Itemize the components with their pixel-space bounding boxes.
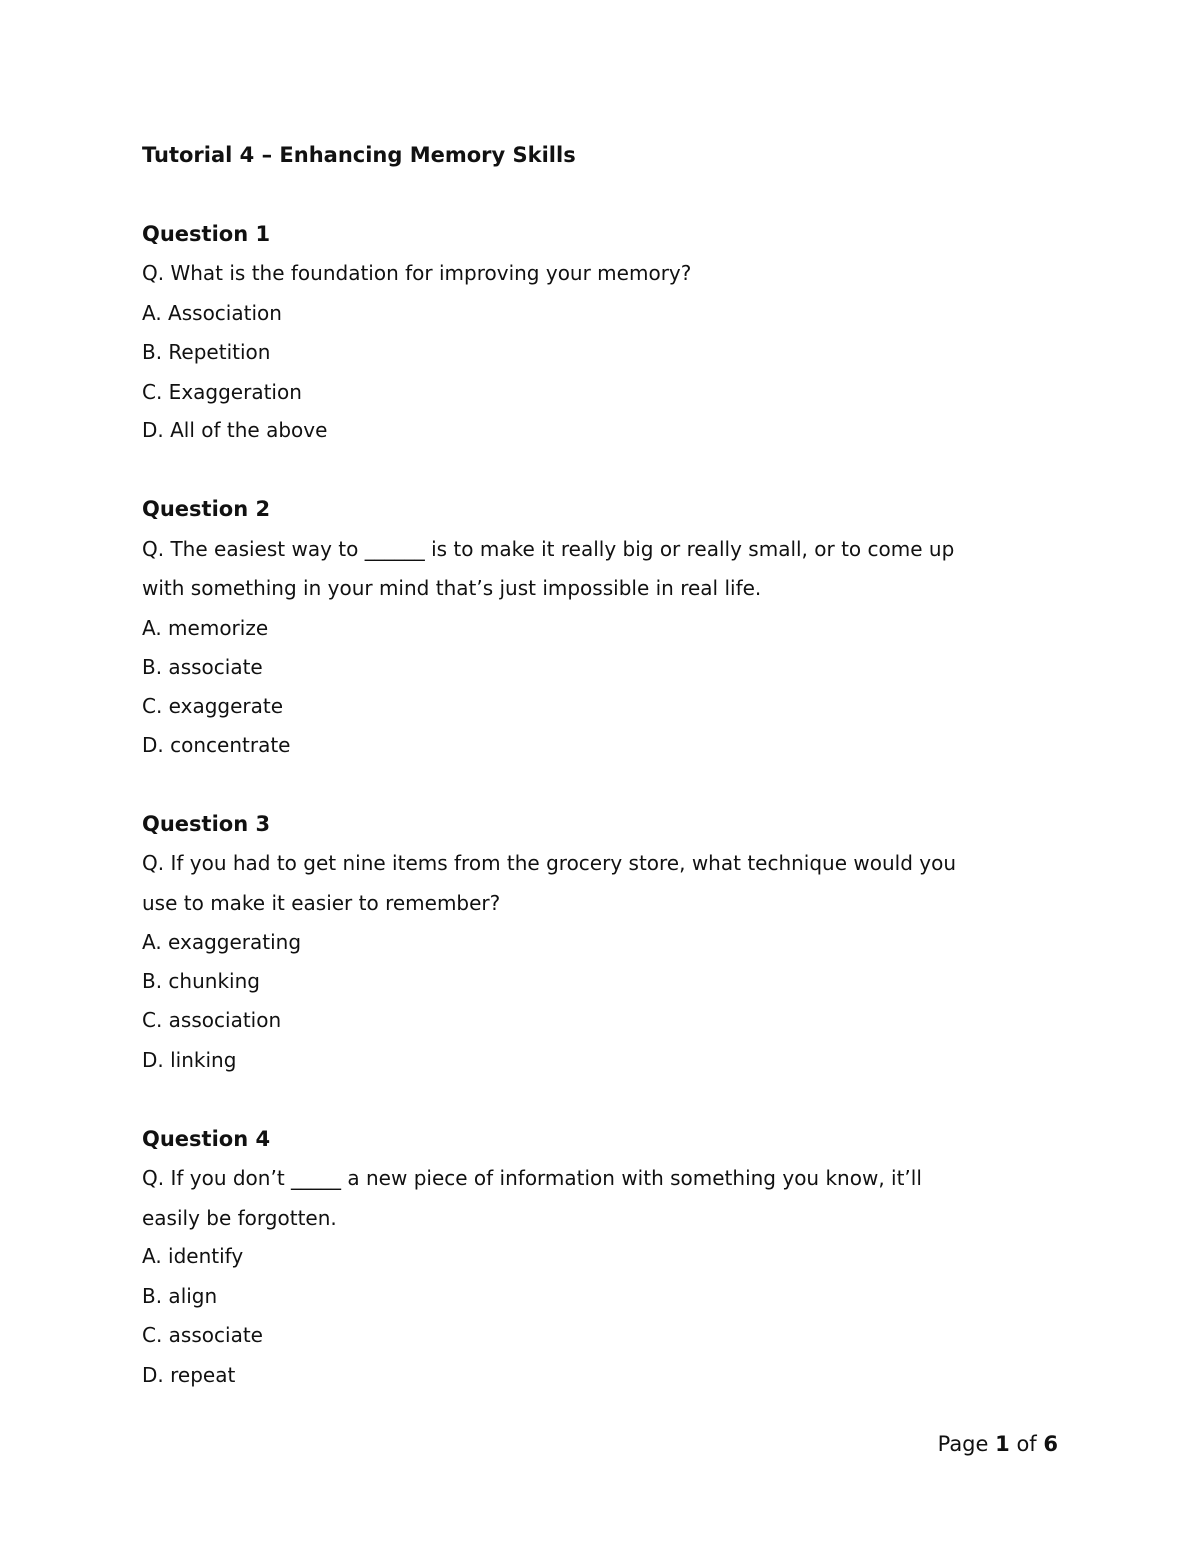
question-4-option-c: C. associate [142, 1323, 263, 1347]
question-1-text: Q. What is the foundation for improving your memory? [142, 261, 692, 285]
question-4-text-line-1: Q. If you don’t _____ a new piece of information with something you know, it’ll [142, 1166, 922, 1190]
question-2-heading: Question 2 [142, 497, 271, 521]
question-4-text-line-2: easily be forgotten. [142, 1206, 337, 1230]
page-word: Page [937, 1432, 989, 1456]
current-page-number: 1 [995, 1432, 1010, 1456]
question-2-option-c: C. exaggerate [142, 694, 284, 718]
question-3-text-line-2: use to make it easier to remember? [142, 891, 501, 915]
question-1-option-a: A. Association [142, 301, 282, 325]
of-word: of [1016, 1432, 1037, 1456]
question-1-option-b: B. Repetition [142, 340, 271, 364]
page-number-footer [938, 1430, 1058, 1458]
question-1-heading: Question 1 [142, 222, 271, 246]
question-4-heading: Question 4 [142, 1127, 271, 1151]
question-3-option-a: A. exaggerating [142, 930, 302, 954]
question-3-heading: Question 3 [142, 812, 271, 836]
total-pages-number: 6 [1043, 1432, 1058, 1456]
question-3-option-d: D. linking [142, 1048, 237, 1072]
question-1-option-c: C. Exaggeration [142, 380, 302, 404]
question-2-option-d: D. concentrate [142, 733, 291, 757]
question-4-option-a: A. identify [142, 1244, 244, 1268]
question-2-option-a: A. memorize [142, 616, 269, 640]
question-3-text-line-1: Q. If you had to get nine items from the grocery store, what technique would you [142, 851, 957, 875]
question-2-text-line-2: with something in your mind that’s just impossible in real life. [142, 576, 762, 600]
question-3-option-c: C. association [142, 1008, 282, 1032]
question-4-option-b: B. align [142, 1284, 218, 1308]
question-2-option-b: B. associate [142, 655, 263, 679]
question-2-text-line-1: Q. The easiest way to ______ is to make it really big or really small, or to come up [142, 537, 955, 561]
page-title: Tutorial 4 – Enhancing Memory Skills [142, 143, 576, 167]
question-1-option-d: D. All of the above [142, 418, 328, 442]
question-4-option-d: D. repeat [142, 1363, 236, 1387]
question-3-option-b: B. chunking [142, 969, 260, 993]
